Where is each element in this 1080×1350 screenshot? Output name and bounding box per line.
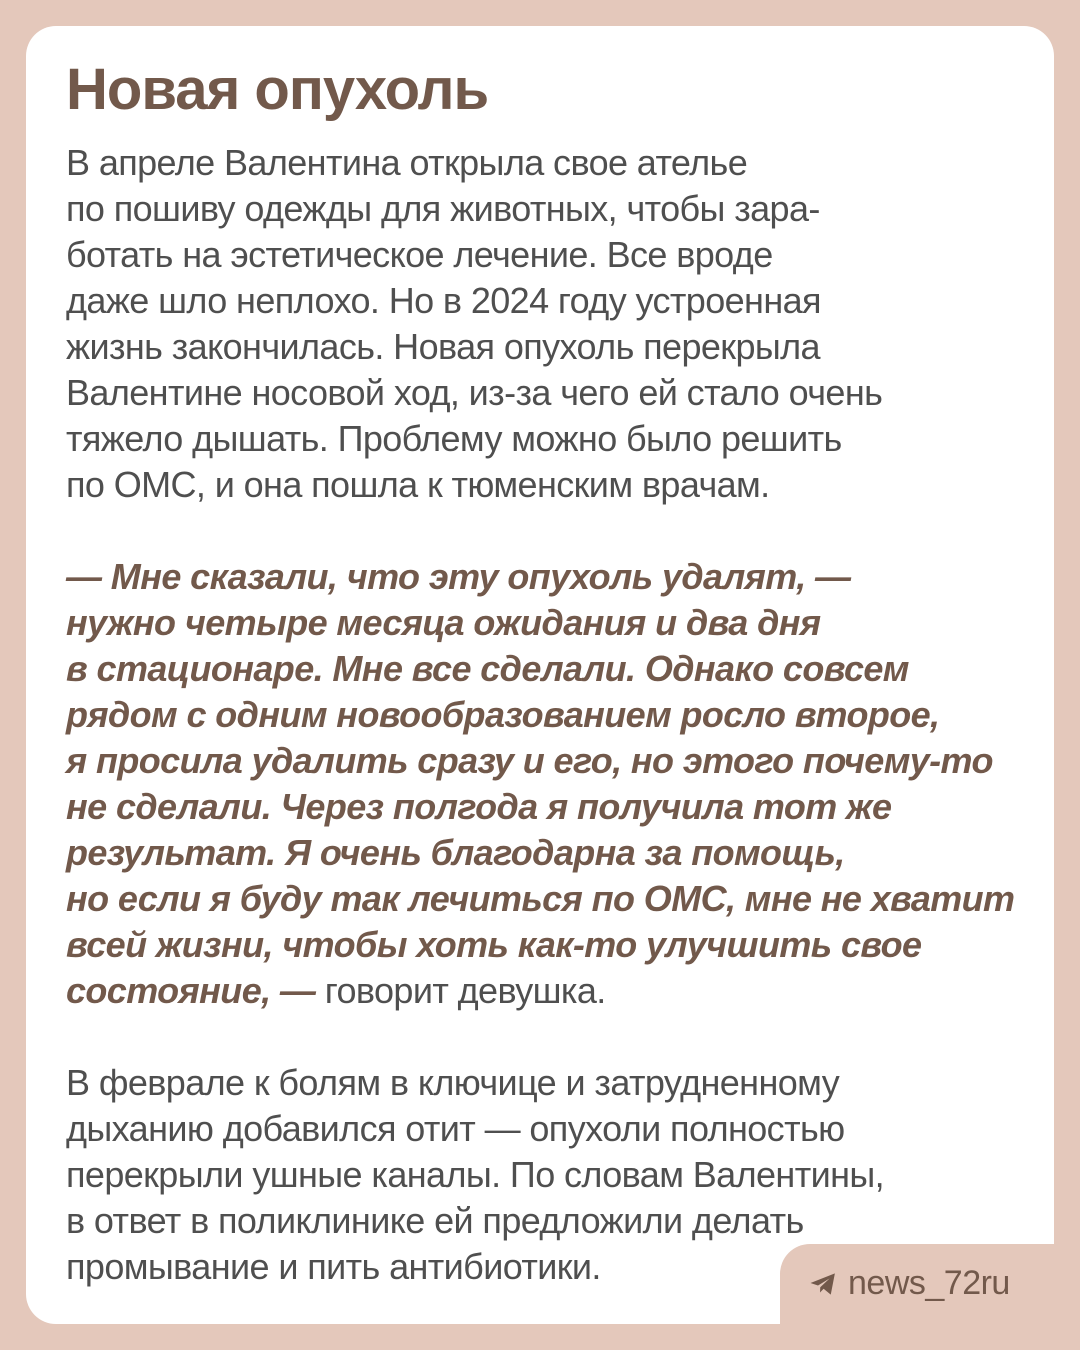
- quote-line: состояние, —: [66, 970, 316, 1011]
- paragraph-line: даже шло неплохо. Но в 2024 году устроенная: [66, 280, 821, 321]
- article-content: [66, 52, 1036, 1290]
- paragraph-line: жизнь закончилась. Новая опухоль перекрыла: [66, 326, 820, 367]
- quote-line: результат. Я очень благодарна за помощь,: [66, 832, 845, 873]
- paragraph-line: промывание и пить антибиотики.: [66, 1246, 601, 1287]
- quote-line: я просила удалить сразу и его, но этого почему-то: [66, 740, 993, 781]
- telegram-icon: [808, 1269, 838, 1299]
- paragraph-intro: [66, 140, 1036, 508]
- quote-line: нужно четыре месяца ожидания и два дня: [66, 602, 821, 643]
- paragraph-line: ботать на эстетическое лечение. Все вроде: [66, 234, 773, 275]
- quote-line: не сделали. Через полгода я получила тот же: [66, 786, 892, 827]
- quote-line: но если я буду так лечиться по ОМС, мне не хватит: [66, 878, 1015, 919]
- quote-line: всей жизни, чтобы хоть как-то улучшить свое: [66, 924, 922, 965]
- brand-tag[interactable]: [780, 1244, 1080, 1350]
- paragraph-line: В апреле Валентина открыла свое ателье: [66, 142, 748, 183]
- quote-line: в стационаре. Мне все сделали. Однако совсем: [66, 648, 909, 689]
- paragraph-line: по пошиву одежды для животных, чтобы зара-: [66, 188, 820, 229]
- paragraph-line: тяжело дышать. Проблему можно было решить: [66, 418, 842, 459]
- quote-attribution: говорит девушка.: [315, 970, 606, 1011]
- paragraph-line: по ОМС, и она пошла к тюменским врачам.: [66, 464, 770, 505]
- paragraph-line: перекрыли ушные каналы. По словам Валентины,: [66, 1154, 885, 1195]
- paragraph-line: дыханию добавился отит — опухоли полностью: [66, 1108, 845, 1149]
- quote-last-line: [66, 968, 1036, 1014]
- brand-label: news_72ru: [848, 1264, 1010, 1302]
- article-title: Новая опухоль: [66, 57, 489, 122]
- paragraph-line: В феврале к болям в ключице и затрудненному: [66, 1062, 840, 1103]
- brand-link[interactable]: [808, 1264, 1010, 1303]
- quote-paragraph: [66, 554, 1036, 1014]
- paragraph-line: Валентине носовой ход, из-за чего ей стало очень: [66, 372, 883, 413]
- quote-line: — Мне сказали, что эту опухоль удалят, —: [66, 556, 851, 597]
- quote-line: рядом с одним новообразованием росло второе,: [66, 694, 940, 735]
- paragraph-line: в ответ в поликлинике ей предложили делать: [66, 1200, 804, 1241]
